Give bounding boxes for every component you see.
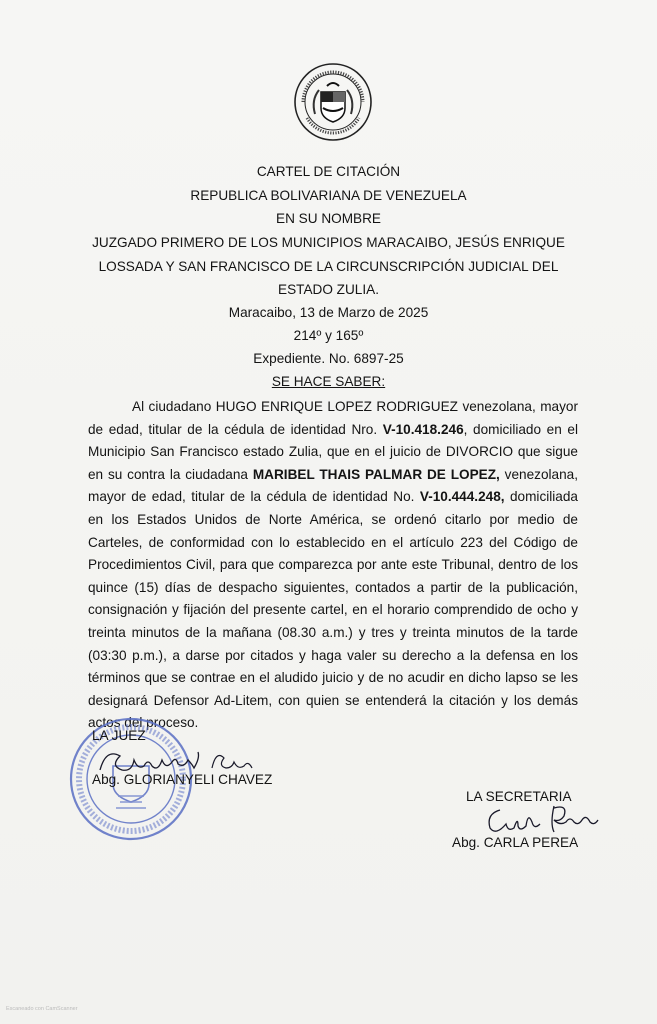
years-line: 214º y 165º <box>293 328 364 343</box>
coat-of-arms-seal-icon <box>293 62 373 142</box>
plaintiff-id: V-10.444.248, <box>419 489 505 505</box>
plaintiff-name: MARIBEL THAIS PALMAR DE LOPEZ, <box>252 466 500 482</box>
document-title: CARTEL DE CITACIÓN <box>256 164 401 179</box>
body-text-1: Al ciudadano HUGO ENRIQUE LOPEZ RODRIGUEZ venezolana, mayor de edad, titular de la cédula de identidad Nro. <box>88 399 578 437</box>
judge-name: Abg. GLORIANYELI CHAVEZ <box>92 772 273 787</box>
body-text-3: venezolana, mayor de edad, titular de la cédula de identidad No. <box>88 466 578 505</box>
citation-paragraph <box>88 396 578 735</box>
secretary-name: Abg. CARLA PEREA <box>452 835 579 850</box>
notice-heading: SE HACE SABER: <box>271 374 386 389</box>
expediente-number: Expediente. No. 6897-25 <box>253 351 404 366</box>
court-name-line-1: JUZGADO PRIMERO DE LOS MUNICIPIOS MARACAIBO, JESÚS ENRIQUE <box>92 235 565 250</box>
secretary-signature-icon <box>482 800 602 840</box>
judge-role: LA JUEZ <box>92 728 146 743</box>
scanner-watermark: Escaneado con CamScanner <box>6 1006 78 1012</box>
in-its-name-line: EN SU NOMBRE <box>276 211 381 226</box>
republic-line: REPUBLICA BOLIVARIANA DE VENEZUELA <box>190 188 467 203</box>
court-name-line-3: ESTADO ZULIA. <box>278 282 379 297</box>
document-date: Maracaibo, 13 de Marzo de 2025 <box>228 305 429 320</box>
body-text-2: , domiciliado en el Municipio San Francisco estado Zulia, que en el juicio de DIVORCIO que sigue en su contra la ciudadana <box>88 421 578 482</box>
secretary-role: LA SECRETARIA <box>466 789 572 804</box>
court-name-line-2: LOSSADA Y SAN FRANCISCO DE LA CIRCUNSCRIPCIÓN JUDICIAL DEL <box>98 259 559 274</box>
body-text-4: domiciliada en los Estados Unidos de Norte América, se ordenó citarlo por medio de Carteles, de conformidad con lo establecido en el artículo 223 del Código de Procedimientos Civil, para que comparezca por ante este Tribunal, dentro de los quince (15) días de despacho siguientes, contados a partir de la publicación, consignación y fijación del presente cartel, en el horario comprendido de ocho y treinta minutos de la mañana (08.30 a.m.) y tres y treinta minutos de la tarde (03:30 p.m.), a darse por citados y haga valer su derecho a la defensa en los términos que se contrae en el aludido juicio y de no acudir en dicho lapso se les designará Defensor Ad-Litem, con quien se entenderá la citación y los demás actos del proceso. <box>88 489 578 731</box>
defendant-id: V-10.418.246 <box>382 421 464 437</box>
citation-body <box>88 396 578 735</box>
